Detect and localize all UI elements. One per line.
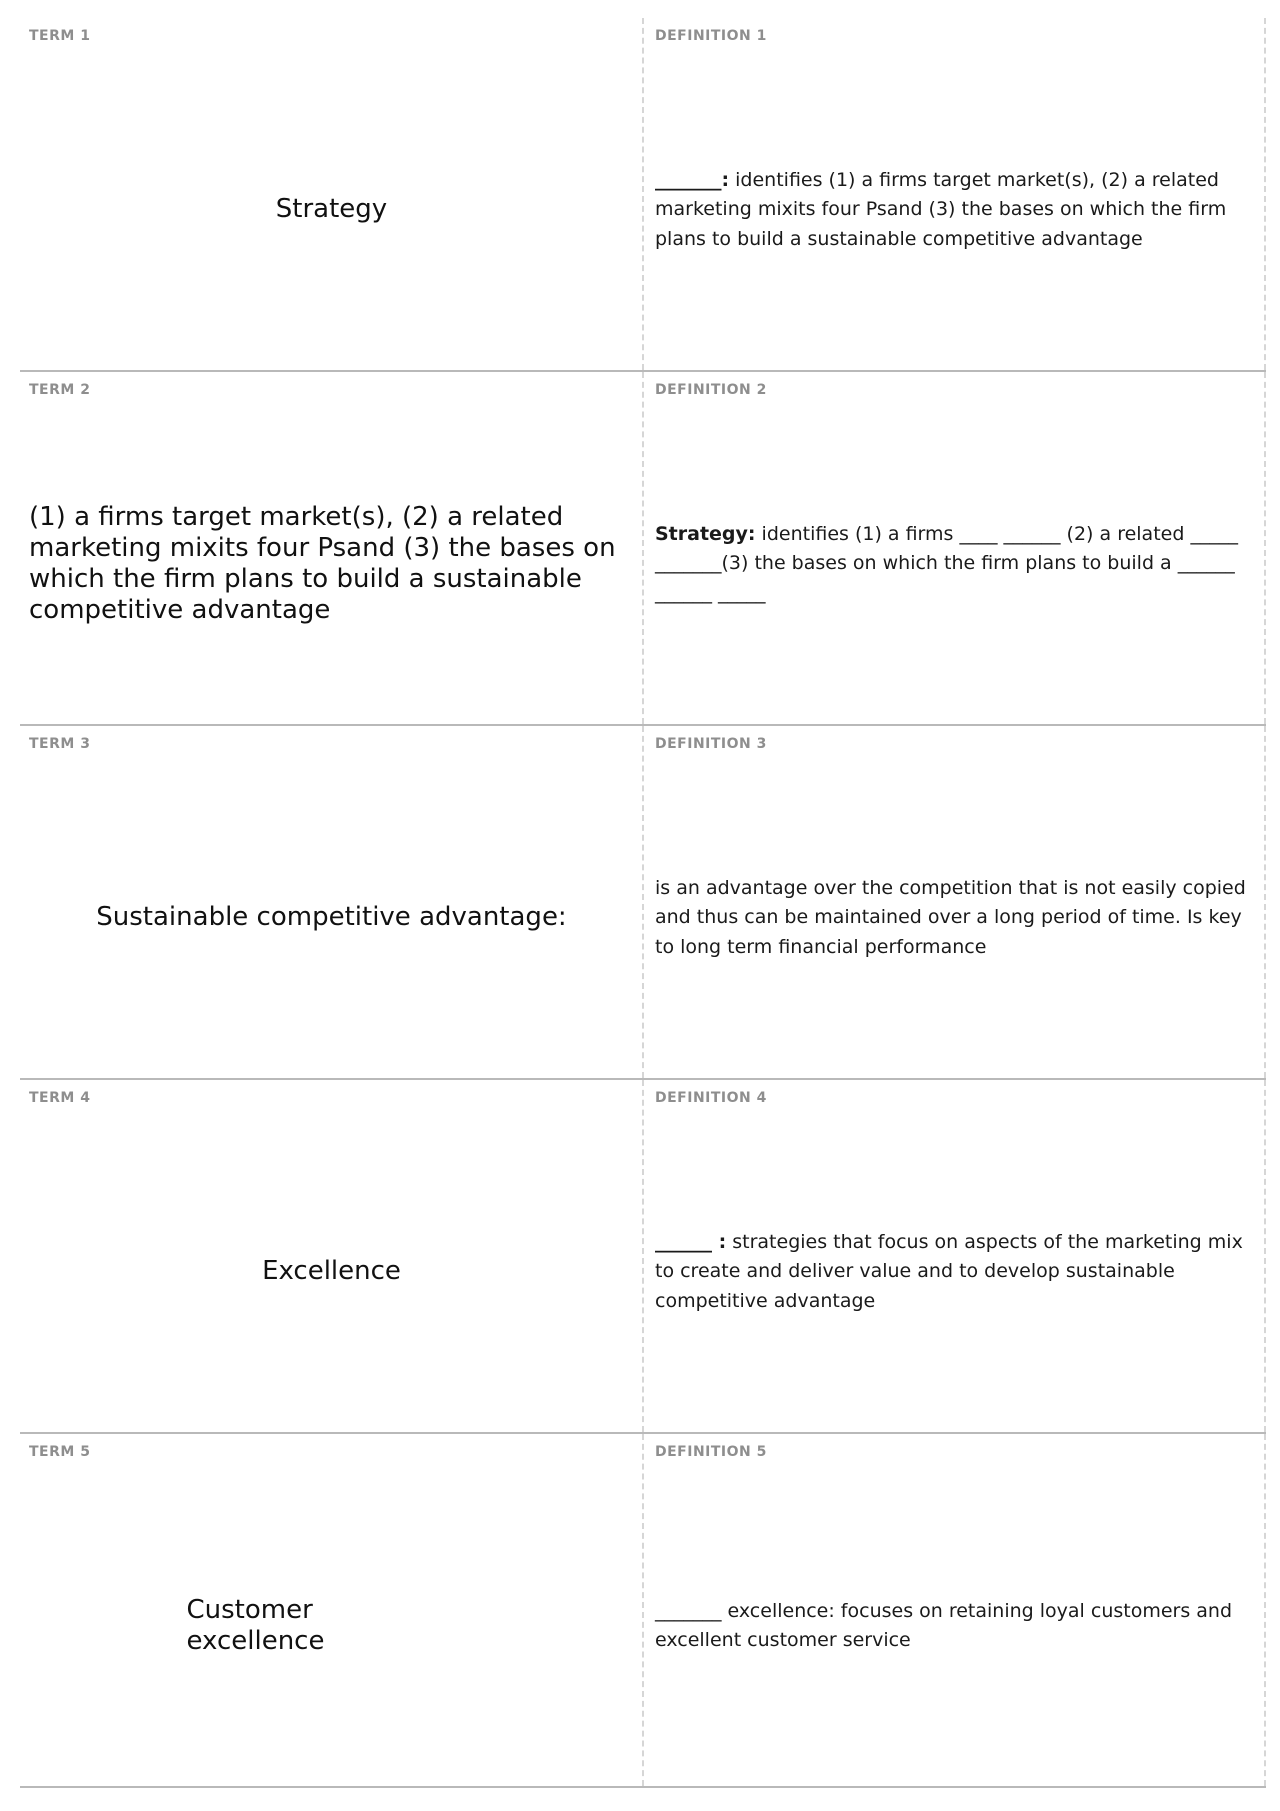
definition-cell [642, 372, 1266, 724]
definition-text [655, 766, 1256, 1070]
definition-text [655, 1120, 1256, 1424]
term-label: TERM 5 [29, 1444, 91, 1460]
term-text: Excellence [262, 1256, 401, 1287]
card-row [20, 726, 1266, 1080]
definition-body: strategies that focus on aspects of the marketing mix to create and deliver value and to develop sustainable competitive advantage [655, 1231, 1243, 1312]
definition-label: DEFINITION 4 [655, 1090, 767, 1106]
definition-text [655, 412, 1256, 716]
definition-body: _______ excellence: focuses on retaining loyal customers and excellent customer service [655, 1599, 1233, 1651]
term-label: TERM 3 [29, 736, 91, 752]
term-cell [20, 726, 642, 1078]
definition-label: DEFINITION 5 [655, 1444, 767, 1460]
definition-prefix: _______: [655, 169, 730, 192]
term-text: Strategy [275, 194, 388, 225]
term-text: Sustainable competitive advantage: [96, 902, 567, 933]
definition-text [655, 58, 1256, 362]
definition-label: DEFINITION 2 [655, 382, 767, 398]
term-cell [20, 372, 642, 724]
definition-label: DEFINITION 1 [655, 28, 767, 44]
term-text: Customer excellence [186, 1594, 325, 1656]
card-row [20, 18, 1266, 372]
definition-body: is an advantage over the competition that is not easily copied and thus can be maintained over a long period of time. Is key to long term financial performance [655, 877, 1246, 958]
card-row [20, 1434, 1266, 1788]
definition-text [655, 1474, 1256, 1778]
definition-body: identifies (1) a firms target market(s), (2) a related marketing mixits four Psand (3) the bases on which the firm plans to build a sustainable competitive advantage [655, 169, 1227, 250]
definition-prefix: ______ : [655, 1231, 727, 1254]
definition-label: DEFINITION 3 [655, 736, 767, 752]
definition-cell [642, 18, 1266, 370]
term-text: (1) a firms target market(s), (2) a related marketing mixits four Psand (3) the bases on which the firm plans to build a sustainable competitive advantage [29, 501, 616, 626]
term-cell [20, 1080, 642, 1432]
term-cell [20, 18, 642, 370]
term-label: TERM 2 [29, 382, 91, 398]
definition-cell [642, 1434, 1266, 1786]
flashcard-sheet [20, 18, 1266, 1788]
definition-prefix: Strategy: [655, 523, 756, 546]
definition-cell [642, 726, 1266, 1078]
term-label: TERM 4 [29, 1090, 91, 1106]
definition-cell [642, 1080, 1266, 1432]
definition-body: identifies (1) a firms ____ ______ (2) a related _____ _______(3) the bases on which the firm plans to build a ______ ______ _____ [655, 523, 1238, 604]
term-cell [20, 1434, 642, 1786]
term-label: TERM 1 [29, 28, 91, 44]
card-row [20, 372, 1266, 726]
card-row [20, 1080, 1266, 1434]
